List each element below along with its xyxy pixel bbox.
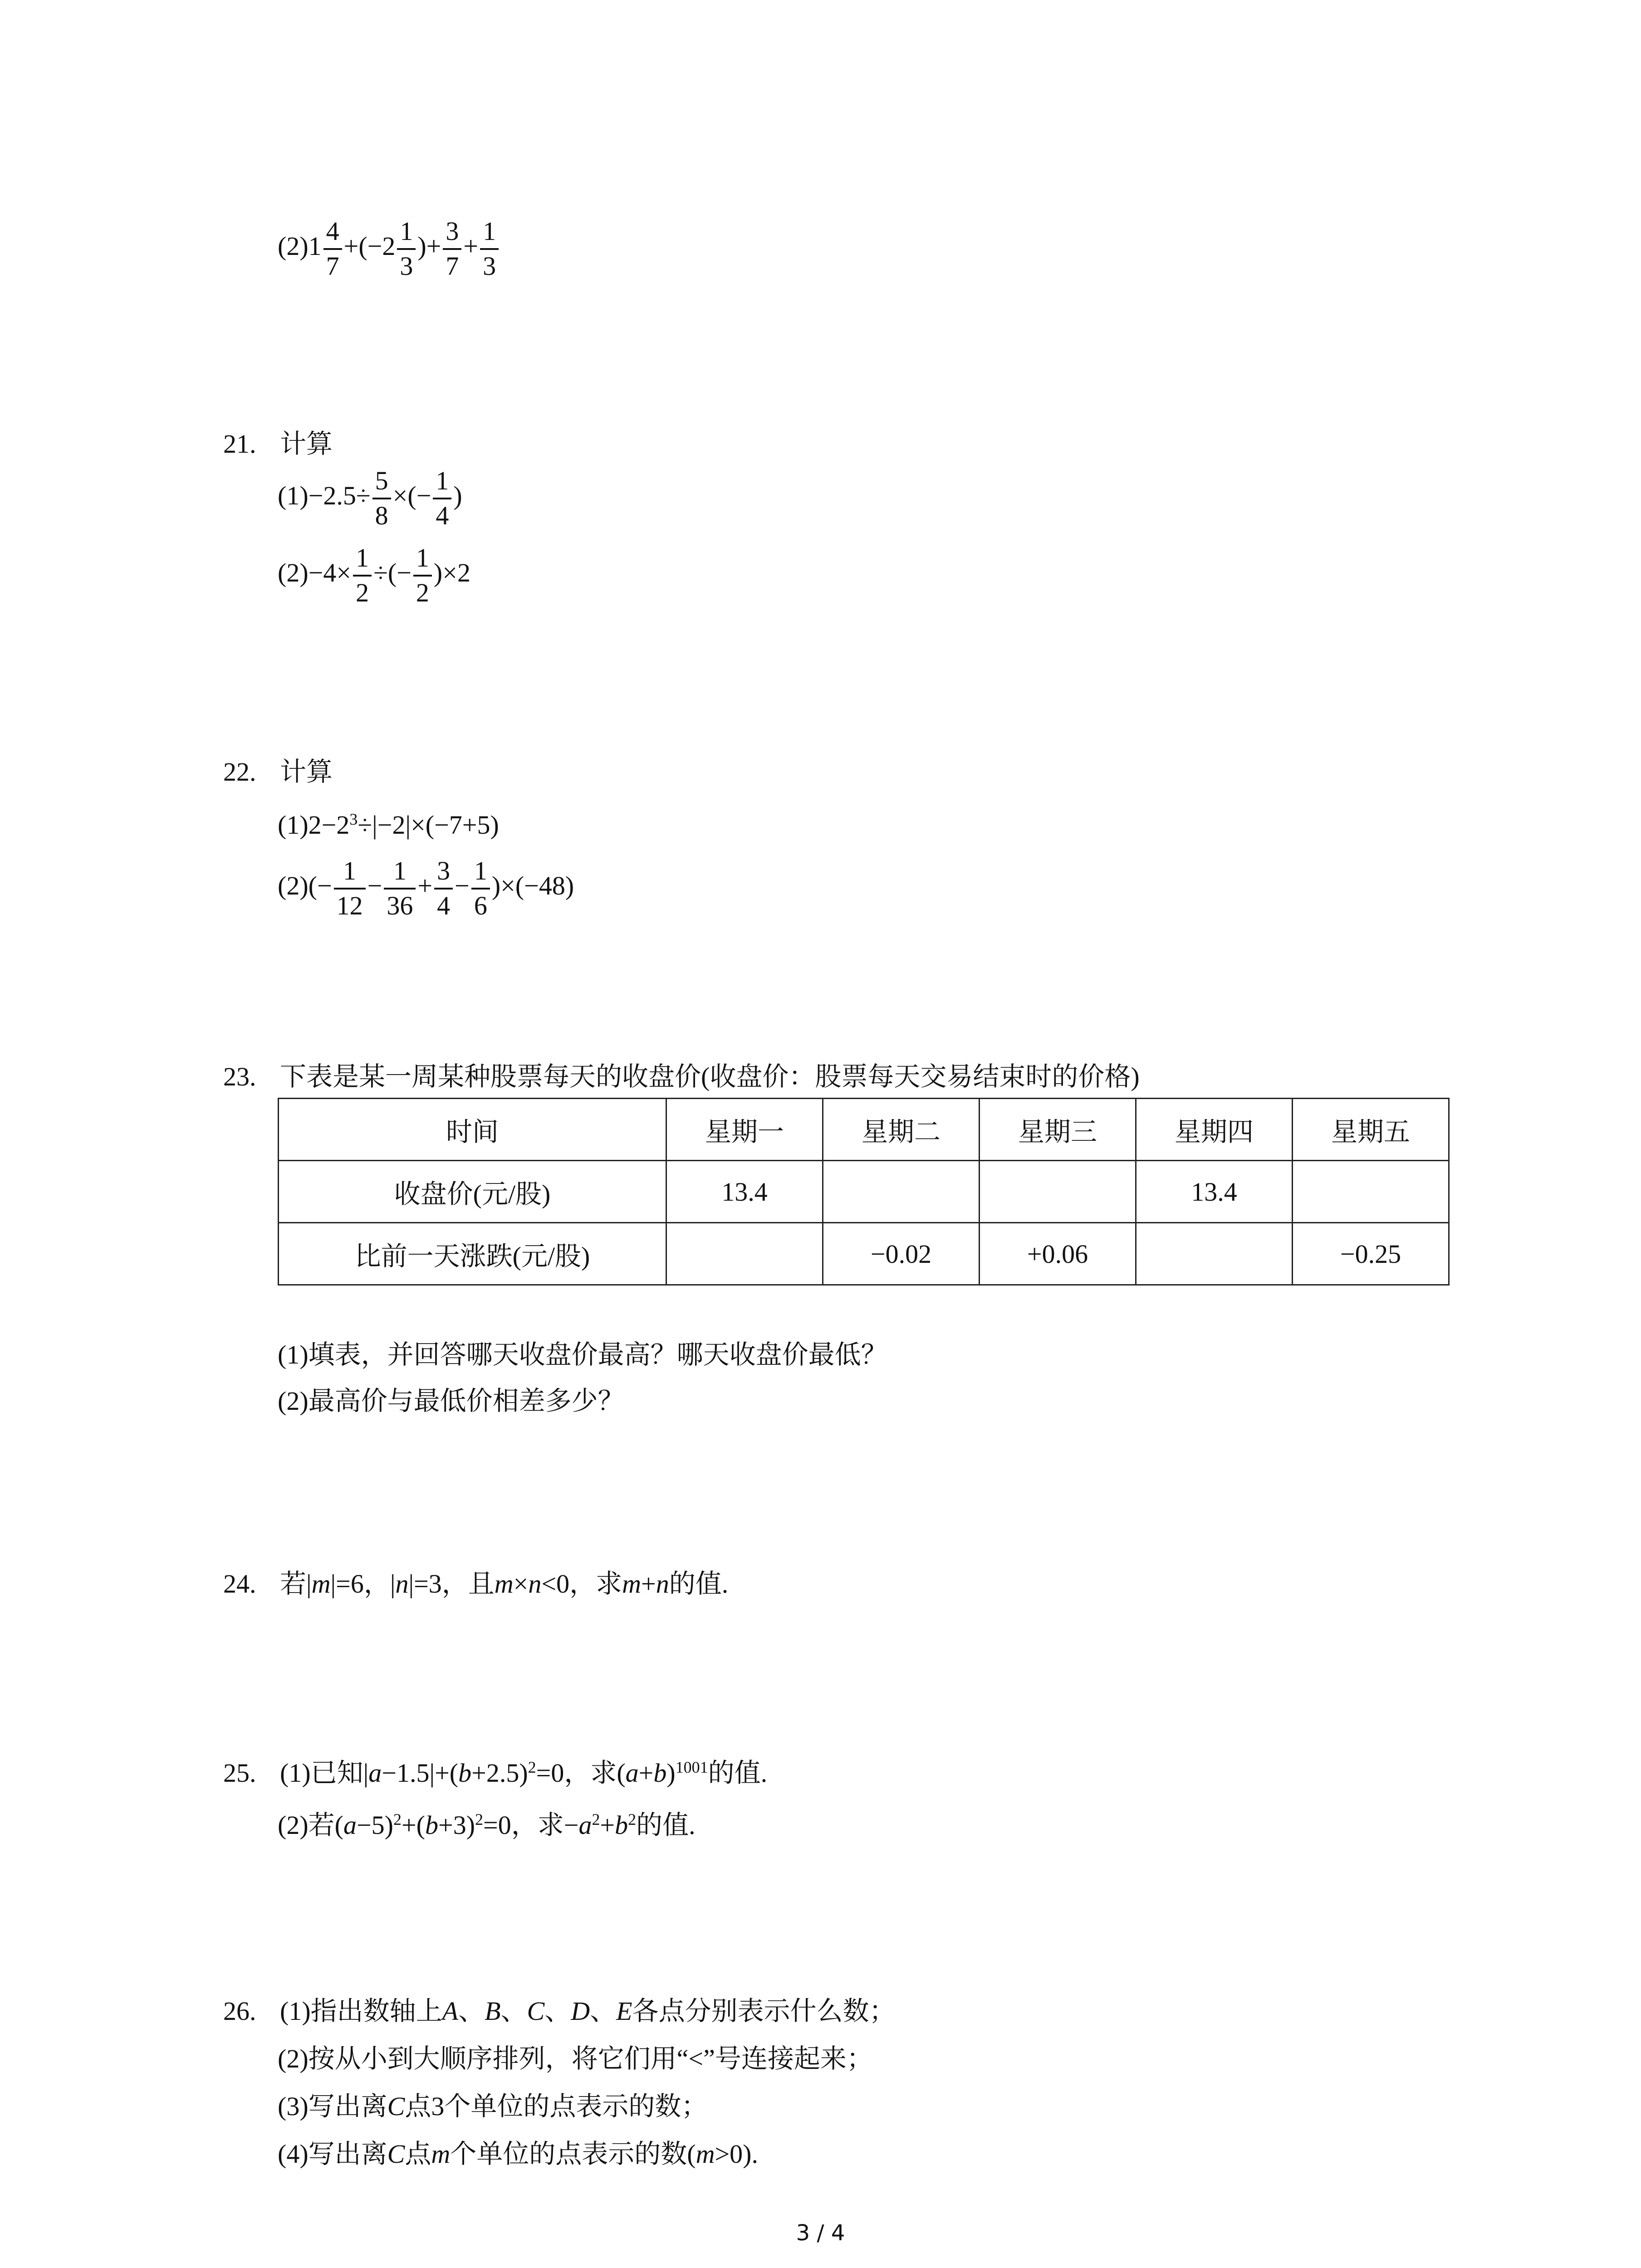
- text: 的值.: [708, 1758, 768, 1788]
- point-label: E: [616, 1996, 632, 2026]
- question-number: 24.: [223, 1569, 256, 1598]
- text: 、: [590, 1996, 617, 2026]
- q22-part2: [278, 857, 574, 920]
- question-number: 23.: [223, 1062, 256, 1091]
- table-cell: 13.4: [666, 1161, 823, 1223]
- q21-part1: [278, 467, 462, 530]
- table-row: [279, 1223, 1449, 1285]
- exponent: 2: [393, 1810, 402, 1829]
- operator-text: )×(−48): [491, 871, 574, 901]
- text: 的值.: [669, 1569, 729, 1598]
- text: <0，求: [541, 1569, 622, 1598]
- table-cell: 收盘价(元/股): [279, 1161, 666, 1223]
- text: 、: [458, 1996, 485, 2026]
- numerator: 1: [474, 856, 487, 885]
- q25-part2: [278, 1812, 696, 1838]
- exponent: 2: [475, 1810, 484, 1829]
- denominator: 6: [471, 888, 490, 920]
- operator-text: ×(−: [392, 481, 431, 511]
- text: 、: [500, 1996, 527, 2026]
- table-cell: [666, 1223, 823, 1285]
- q26-part4: [278, 2141, 758, 2167]
- denominator: 3: [397, 248, 416, 280]
- denominator: 7: [443, 248, 461, 280]
- table-cell: [980, 1161, 1136, 1223]
- text: 、: [544, 1996, 571, 2026]
- denominator: 2: [353, 575, 372, 607]
- question-number: 26.: [223, 1996, 256, 2026]
- table-cell: −0.02: [823, 1223, 980, 1285]
- text: =0，求−: [483, 1810, 579, 1840]
- variable: a: [368, 1758, 382, 1788]
- numerator: 3: [437, 856, 451, 885]
- text: +: [600, 1810, 615, 1840]
- question-title: 计算: [280, 757, 333, 787]
- text: 的值.: [636, 1810, 696, 1840]
- variable: a: [578, 1810, 592, 1840]
- q21-part2: [278, 544, 470, 607]
- fraction: [413, 544, 432, 607]
- text: −5): [356, 1810, 393, 1840]
- fraction: [323, 218, 342, 280]
- text: =0，求(: [536, 1758, 626, 1788]
- text: |=3，且: [408, 1569, 495, 1598]
- variable: n: [395, 1569, 409, 1598]
- q26-part2: (2)按从小到大顺序排列，将它们用“<”号连接起来；: [278, 2044, 873, 2073]
- fraction: [353, 544, 372, 607]
- q23-part2: (2)最高价与最低价相差多少？: [278, 1386, 624, 1416]
- question-number: 22.: [223, 757, 256, 787]
- denominator: 4: [434, 888, 453, 920]
- table-cell: +0.06: [980, 1223, 1136, 1285]
- question-text: 下表是某一周某种股票每天的收盘价(收盘价：股票每天交易结束时的价格): [280, 1062, 1140, 1091]
- text: 个单位的点表示的数(: [450, 2139, 696, 2169]
- numerator: 1: [400, 216, 413, 246]
- point-label: A: [442, 1996, 459, 2026]
- q23-prompt: [223, 1064, 1140, 1090]
- operator-text: −: [367, 871, 382, 901]
- exponent: 2: [628, 1810, 637, 1829]
- table-header-cell: 星期二: [823, 1099, 980, 1161]
- numerator: 1: [343, 856, 357, 885]
- numerator: 5: [375, 466, 388, 495]
- table-cell: [823, 1161, 980, 1223]
- q24-prompt: [223, 1571, 728, 1597]
- q26-part3: [278, 2093, 707, 2120]
- point-label: B: [485, 1996, 501, 2026]
- text: 各点分别表示什么数；: [632, 1996, 896, 2026]
- variable: a: [625, 1758, 639, 1788]
- stock-price-table: [278, 1098, 1450, 1286]
- point-label: D: [571, 1996, 590, 2026]
- text: +2.5): [471, 1758, 528, 1788]
- q20-part2: [278, 218, 500, 280]
- denominator: 12: [334, 888, 366, 920]
- denominator: 2: [413, 575, 432, 607]
- variable: n: [656, 1569, 669, 1598]
- text: (4)写出离: [278, 2139, 387, 2169]
- text: 点3个单位的点表示的数；: [405, 2092, 708, 2121]
- text: −1.5|+(: [382, 1758, 459, 1788]
- operator-text: ÷(−: [373, 558, 411, 588]
- operator-text: +: [417, 871, 433, 901]
- text: +(: [401, 1810, 425, 1840]
- numerator: 3: [446, 216, 459, 246]
- variable: m: [311, 1569, 331, 1598]
- text: (3)写出离: [278, 2092, 387, 2121]
- point-label: C: [527, 1996, 545, 2026]
- text: ×: [513, 1569, 529, 1598]
- exponent: 3: [349, 810, 358, 829]
- text: ): [666, 1758, 676, 1788]
- fraction: [384, 857, 416, 920]
- text: 点: [405, 2139, 431, 2169]
- text: +3): [438, 1810, 475, 1840]
- variable: n: [528, 1569, 542, 1598]
- whole-number: 1: [308, 231, 322, 261]
- part-label: (2)−4×: [278, 558, 352, 588]
- denominator: 36: [384, 888, 416, 920]
- variable: b: [425, 1810, 438, 1840]
- fraction: [443, 218, 461, 280]
- table-cell: 13.4: [1136, 1161, 1293, 1223]
- variable: m: [696, 2139, 715, 2169]
- q22-heading: [223, 759, 333, 785]
- numerator: 1: [436, 466, 449, 495]
- text: +: [638, 1758, 654, 1788]
- table-row: [279, 1161, 1449, 1223]
- text: >0).: [715, 2139, 758, 2169]
- exponent: 1001: [675, 1758, 708, 1777]
- variable: m: [622, 1569, 641, 1598]
- exponent: 2: [528, 1758, 536, 1777]
- table-header-cell: 星期一: [666, 1099, 823, 1161]
- question-number: 25.: [223, 1758, 256, 1788]
- text: +: [641, 1569, 656, 1598]
- page-number: 3 / 4: [796, 2220, 845, 2246]
- table-cell: 比前一天涨跌(元/股): [279, 1223, 666, 1285]
- table-header-row: [279, 1099, 1449, 1161]
- part-label: (2): [278, 231, 309, 261]
- operator-text: +: [463, 231, 479, 261]
- question-number: 21.: [223, 429, 256, 459]
- fraction: [397, 218, 416, 280]
- text: (2)若(: [278, 1810, 343, 1840]
- variable: b: [458, 1758, 472, 1788]
- q25-part1: [223, 1760, 767, 1786]
- expression-text: (1)2−2: [278, 810, 350, 840]
- table-header-cell: 星期五: [1293, 1099, 1449, 1161]
- numerator: 1: [393, 856, 407, 885]
- fraction: [334, 857, 366, 920]
- numerator: 1: [483, 216, 496, 246]
- fraction: [372, 467, 391, 530]
- table-header-cell: 时间: [279, 1099, 666, 1161]
- variable: a: [343, 1810, 357, 1840]
- text: (1)指出数轴上: [280, 1996, 442, 2026]
- table-header-cell: 星期四: [1136, 1099, 1293, 1161]
- denominator: 3: [480, 248, 499, 280]
- expression-text: ÷|−2|×(−7+5): [358, 810, 499, 840]
- numerator: 1: [416, 543, 429, 572]
- operator-text: )×2: [433, 558, 470, 588]
- numerator: 1: [356, 543, 369, 572]
- text: 若|: [280, 1569, 312, 1598]
- numerator: 4: [326, 216, 339, 246]
- text: (1)已知|: [280, 1758, 369, 1788]
- question-title: 计算: [280, 429, 333, 459]
- table-cell: −0.25: [1293, 1223, 1449, 1285]
- denominator: 8: [372, 498, 391, 530]
- q26-part1: [223, 1998, 896, 2024]
- variable: m: [494, 1569, 514, 1598]
- variable: b: [615, 1810, 628, 1840]
- denominator: 7: [323, 248, 342, 280]
- table-header-cell: 星期三: [980, 1099, 1136, 1161]
- q21-heading: [223, 431, 333, 457]
- part-label: (1)−2.5÷: [278, 481, 371, 511]
- q23-part1: (1)填表，并回答哪天收盘价最高？哪天收盘价最低？: [278, 1340, 887, 1369]
- operator-text: +(−2: [343, 231, 396, 261]
- q22-part1: [278, 812, 499, 838]
- point-label: C: [387, 2139, 405, 2169]
- variable: m: [431, 2139, 451, 2169]
- part-label: (2)(−: [278, 871, 332, 901]
- denominator: 4: [433, 498, 451, 530]
- operator-text: ): [453, 481, 462, 511]
- fraction: [480, 218, 499, 280]
- exponent: 2: [592, 1810, 600, 1829]
- point-label: C: [387, 2092, 405, 2121]
- fraction: [433, 467, 451, 530]
- fraction: [434, 857, 453, 920]
- text: |=6，|: [330, 1569, 396, 1598]
- table-cell: [1293, 1161, 1449, 1223]
- operator-text: −: [455, 871, 470, 901]
- operator-text: )+: [417, 231, 441, 261]
- variable: b: [653, 1758, 667, 1788]
- fraction: [471, 857, 490, 920]
- table-cell: [1136, 1223, 1293, 1285]
